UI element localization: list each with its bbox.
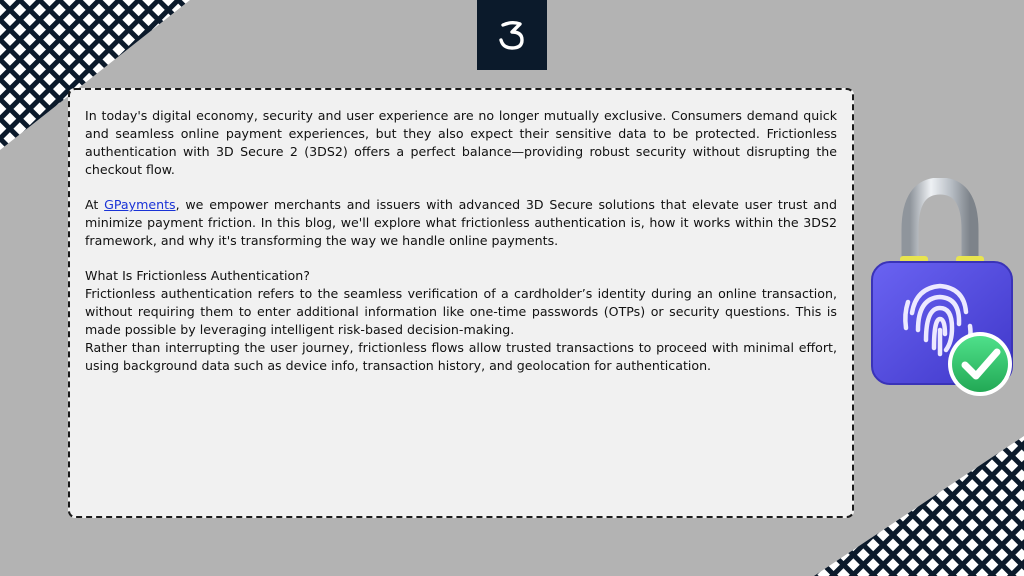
padlock-illustration [866,178,1022,400]
gpayments-paragraph [85,196,837,250]
flow-paragraph: Rather than interrupting the user journey, frictionless flows allow trusted transactions to proceed with minimal effort, using background data such as device info, transaction history, and geolocation for authentication. [85,340,837,373]
paragraph-text-end: , we empower merchants and issuers with advanced 3D Secure solutions that elevate user trust and minimize payment friction. In this blog, we'll explore what frictionless authentication is, how it works within the 3DS2 framework, and why it's transforming the way we handle online payments. [85,197,838,248]
gpayments-link[interactable]: GPayments [104,197,176,212]
definition-paragraph: Frictionless authentication refers to the seamless verification of a cardholder’s identity during an online transaction, without requiring them to enter additional information like one-time passwords (OTPs) or security questions. This is made possible by leveraging intelligent risk-based decision-making. [85,286,837,337]
section-heading: What Is Frictionless Authentication? [85,268,310,283]
paragraph-text-start: At [85,197,105,212]
brand-logo-icon [495,18,529,52]
intro-paragraph: In today's digital economy, security and user experience are no longer mutually exclusive. Consumers demand quick and seamless online payment experiences, but they also expect their sensitive data to be protected. Frictionless authentication with 3D Secure 2 (3DS2) offers a perfect balance—providing robust security without disrupting the checkout flow. [85,108,837,177]
padlock-fingerprint-check-icon [866,178,1022,400]
article-card [68,88,854,518]
brand-logo [477,0,547,70]
